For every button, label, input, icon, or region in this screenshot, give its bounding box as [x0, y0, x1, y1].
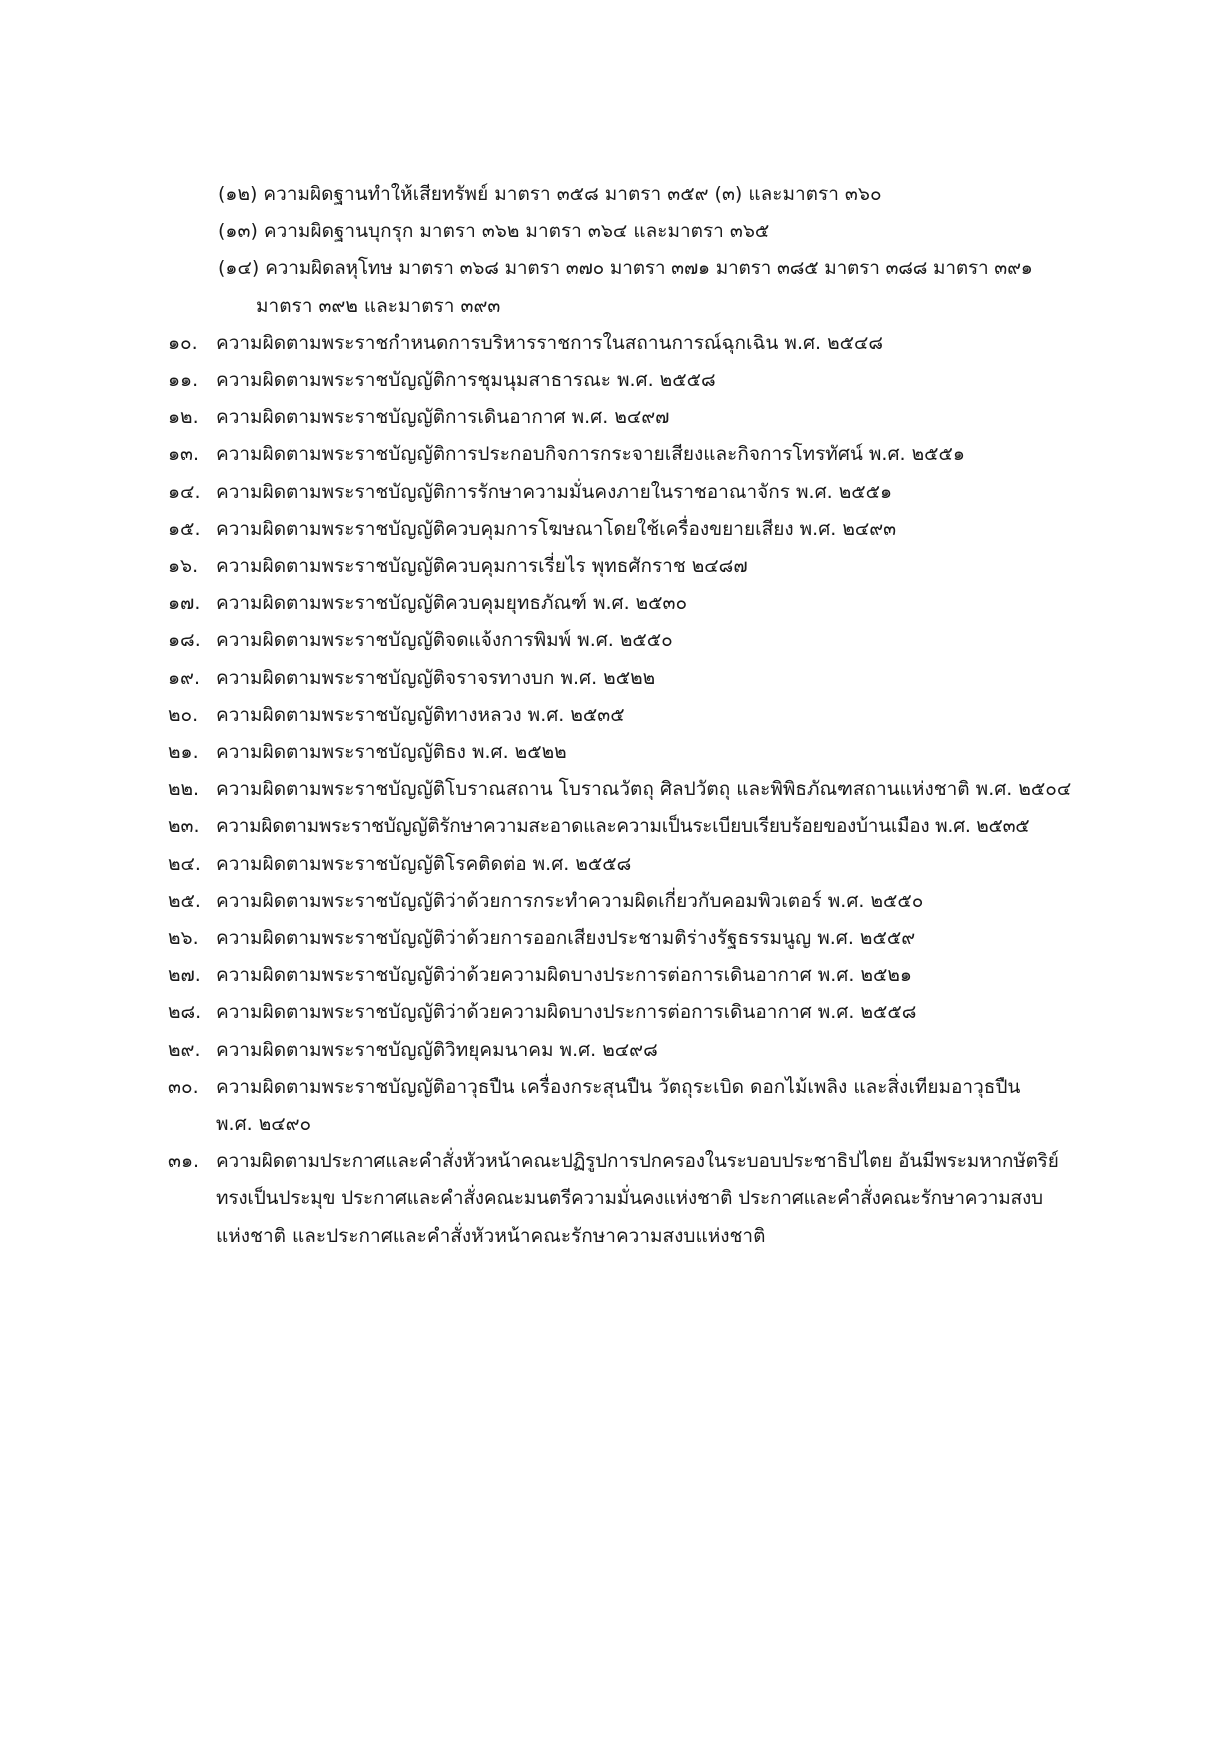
item-text-continued: แห่งชาติ และประกาศและคำสั่งหัวหน้าคณะรักษาความสงบแห่งชาติ [216, 1224, 766, 1247]
item-number: ๒๕. [168, 889, 201, 912]
item-number: ๑๙. [168, 666, 201, 689]
sub-item-text: ความผิดฐานบุกรุก มาตรา ๓๖๒ มาตรา ๓๖๔ และมาตรา ๓๖๕ [263, 220, 770, 243]
item-text: ความผิดตามพระราชบัญญัติโบราณสถาน โบราณวัตถุ ศิลปวัตถุ และพิพิธภัณฑสถานแห่งชาติ พ.ศ. ๒๕๐๔ [216, 778, 1072, 801]
item-text: ความผิดตามพระราชบัญญัติการรักษาความมั่นคงภายในราชอาณาจักร พ.ศ. ๒๕๕๑ [216, 480, 893, 503]
list-item-27 [168, 957, 1128, 994]
item-text: ความผิดตามพระราชบัญญัติจราจรทางบก พ.ศ. ๒๕๒๒ [216, 666, 656, 689]
list-item-21 [168, 734, 1128, 771]
document-body [168, 176, 1128, 1255]
sub-item-13 [168, 213, 1128, 250]
item-text: ความผิดตามพระราชบัญญัติจดแจ้งการพิมพ์ พ.ศ. ๒๕๕๐ [216, 629, 673, 652]
item-text: ความผิดตามพระราชบัญญัติการประกอบกิจการกระจายเสียงและกิจการโทรทัศน์ พ.ศ. ๒๕๕๑ [216, 443, 965, 466]
list-item-24 [168, 846, 1128, 883]
sub-item-12 [168, 176, 1128, 213]
list-item-25 [168, 883, 1128, 920]
item-number: ๑๓. [168, 443, 200, 466]
item-text-continued: ทรงเป็นประมุข ประกาศและคำสั่งคณะมนตรีความมั่นคงแห่งชาติ ประกาศและคำสั่งคณะรักษาความสงบ [216, 1187, 1043, 1210]
item-text: ความผิดตามพระราชบัญญัติควบคุมการโฆษณาโดยใช้เครื่องขยายเสียง พ.ศ. ๒๔๙๓ [216, 517, 897, 540]
item-number: ๒๐. [168, 703, 199, 726]
item-number: ๒๘. [168, 1001, 202, 1024]
item-number: ๒๗. [168, 964, 201, 987]
item-text: ความผิดตามพระราชบัญญัติอาวุธปืน เครื่องกระสุนปืน วัตถุระเบิด ดอกไม้เพลิง และสิ่งเทียมอาวุธปืน [216, 1075, 1021, 1098]
list-item-11 [168, 362, 1128, 399]
list-item-29 [168, 1032, 1128, 1069]
list-item-23 [168, 808, 1128, 845]
item-number: ๑๒. [168, 406, 199, 429]
item-text: ความผิดตามพระราชบัญญัติวิทยุคมนาคม พ.ศ. ๒๔๙๘ [216, 1038, 658, 1061]
item-text: ความผิดตามพระราชบัญญัติว่าด้วยการออกเสียงประชามติร่างรัฐธรรมนูญ พ.ศ. ๒๕๕๙ [216, 927, 916, 950]
list-item-19 [168, 660, 1128, 697]
list-item-20 [168, 697, 1128, 734]
list-item-22 [168, 771, 1128, 808]
list-item-28 [168, 994, 1128, 1031]
list-item-26 [168, 920, 1128, 957]
list-item-18 [168, 622, 1128, 659]
sub-item-number: (๑๒) [218, 183, 258, 205]
item-text: ความผิดตามพระราชบัญญัติการชุมนุมสาธารณะ พ.ศ. ๒๕๕๘ [216, 369, 716, 392]
list-item-13 [168, 436, 1128, 473]
item-text: ความผิดตามพระราชกำหนดการบริหารราชการในสถานการณ์ฉุกเฉิน พ.ศ. ๒๕๔๘ [216, 331, 884, 354]
item-number: ๑๕. [168, 517, 201, 540]
item-number: ๑๐. [168, 331, 198, 354]
item-number: ๑๘. [168, 629, 201, 652]
sub-item-number: (๑๓) [218, 220, 258, 243]
item-number: ๒๙. [168, 1038, 201, 1061]
item-number: ๒๒. [168, 778, 200, 801]
item-text: ความผิดตามพระราชบัญญัติทางหลวง พ.ศ. ๒๕๓๕ [216, 703, 625, 726]
sub-item-text-continued: มาตรา ๓๙๒ และมาตรา ๓๙๓ [256, 294, 501, 317]
list-item-31 [168, 1143, 1128, 1255]
item-text: ความผิดตามพระราชบัญญัติธง พ.ศ. ๒๕๒๒ [216, 741, 567, 764]
list-item-17 [168, 585, 1128, 622]
sub-item-text: ความผิดลหุโทษ มาตรา ๓๖๘ มาตรา ๓๗๐ มาตรา ๓๗๑ มาตรา ๓๘๕ มาตรา ๓๘๘ มาตรา ๓๙๑ [265, 257, 1033, 280]
item-text: ความผิดตามพระราชบัญญัติควบคุมยุทธภัณฑ์ พ.ศ. ๒๕๓๐ [216, 592, 688, 615]
item-text: ความผิดตามประกาศและคำสั่งหัวหน้าคณะปฏิรูปการปกครองในระบอบประชาธิปไตย อันมีพระมหากษัตริย์ [216, 1150, 1059, 1173]
list-item-14 [168, 474, 1128, 511]
item-text: ความผิดตามพระราชบัญญัติควบคุมการเรี่ยไร พุทธศักราช ๒๔๘๗ [216, 555, 748, 578]
item-number: ๒๓. [168, 815, 200, 838]
list-item-10 [168, 325, 1128, 362]
item-text: ความผิดตามพระราชบัญญัติว่าด้วยความผิดบางประการต่อการเดินอากาศ พ.ศ. ๒๕๒๑ [216, 964, 912, 987]
item-number: ๑๑. [168, 369, 199, 392]
list-item-15 [168, 511, 1128, 548]
list-item-16 [168, 548, 1128, 585]
item-number: ๓๐. [168, 1075, 199, 1098]
list-item-12 [168, 399, 1128, 436]
sub-item-number: (๑๔) [218, 257, 260, 280]
item-number: ๒๖. [168, 927, 199, 950]
item-number: ๑๖. [168, 555, 199, 578]
item-number: ๒๑. [168, 741, 199, 764]
item-text: ความผิดตามพระราชบัญญัติโรคติดต่อ พ.ศ. ๒๕๕๘ [216, 852, 632, 875]
item-number: ๑๗. [168, 592, 201, 615]
item-text-continued: พ.ศ. ๒๔๙๐ [216, 1113, 312, 1136]
list-item-30 [168, 1069, 1128, 1143]
item-number: ๑๔. [168, 480, 201, 503]
item-text: ความผิดตามพระราชบัญญัติรักษาความสะอาดและความเป็นระเบียบเรียบร้อยของบ้านเมือง พ.ศ. ๒๕๓๕ [216, 815, 1030, 838]
item-number: ๒๔. [168, 852, 201, 875]
sub-item-text: ความผิดฐานทำให้เสียทรัพย์ มาตรา ๓๕๘ มาตรา ๓๕๙ (๓) และมาตรา ๓๖๐ [263, 183, 882, 205]
item-number: ๓๑. [168, 1150, 200, 1173]
item-text: ความผิดตามพระราชบัญญัติว่าด้วยการกระทำความผิดเกี่ยวกับคอมพิวเตอร์ พ.ศ. ๒๕๕๐ [216, 889, 924, 912]
item-text: ความผิดตามพระราชบัญญัติว่าด้วยความผิดบางประการต่อการเดินอากาศ พ.ศ. ๒๕๕๘ [216, 1001, 917, 1024]
item-text: ความผิดตามพระราชบัญญัติการเดินอากาศ พ.ศ. ๒๔๙๗ [216, 406, 670, 429]
sub-item-14 [168, 250, 1128, 324]
